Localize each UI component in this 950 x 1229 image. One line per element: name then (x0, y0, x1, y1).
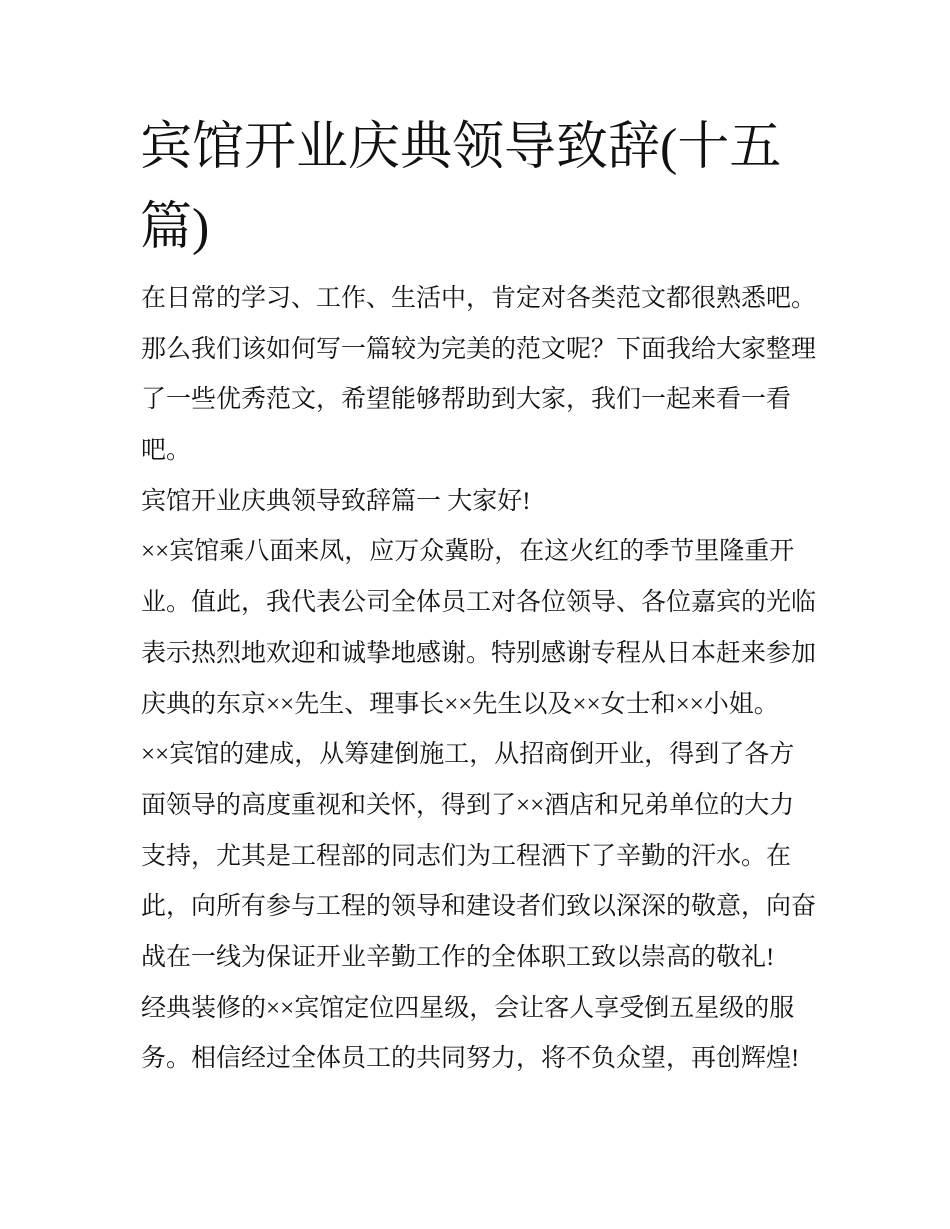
body-line: ××宾馆乘八面来凤，应万众冀盼，在这火红的季节里隆重开 (141, 538, 795, 566)
body-line: 支持，尤其是工程部的同志们为工程洒下了辛勤的汗水。在 (141, 842, 792, 870)
body-line: 此，向所有参与工程的领导和建设者们致以深深的敬意，向奋 (141, 893, 817, 921)
body-line: 务。相信经过全体员工的共同努力，将不负众望，再创辉煌! (141, 1045, 800, 1073)
document-title (140, 108, 820, 268)
title-line: 宾馆开业庆典领导致辞(十五 (140, 119, 782, 176)
body-line: 业。值此，我代表公司全体员工对各位领导、各位嘉宾的光临 (141, 589, 817, 617)
document-body (141, 274, 821, 1085)
body-line: 了一些优秀范文，希望能够帮助到大家，我们一起来看一看 (141, 386, 792, 414)
body-line: 吧。 (141, 437, 192, 465)
body-line: 那么我们该如何写一篇较为完美的范文呢？下面我给大家整理 (141, 335, 817, 363)
body-line: ××宾馆的建成，从筹建倒施工，从招商倒开业，得到了各方 (141, 741, 795, 769)
body-line: 面领导的高度重视和关怀，得到了××酒店和兄弟单位的大力 (141, 791, 795, 819)
section-heading-line: 宾馆开业庆典领导致辞篇一 大家好! (141, 487, 531, 515)
body-line: 表示热烈地欢迎和诚挚地感谢。特别感谢专程从日本赶来参加 (141, 639, 817, 667)
body-line: 庆典的东京××先生、理事长××先生以及××女士和××小姐。 (141, 690, 779, 718)
title-line: 篇) (140, 199, 210, 256)
body-line: 经典装修的××宾馆定位四星级，会让客人享受倒五星级的服 (141, 994, 795, 1022)
body-line: 在日常的学习、工作、生活中，肯定对各类范文都很熟悉吧。 (141, 285, 817, 312)
body-line: 战在一线为保证开业辛勤工作的全体职工致以崇高的敬礼! (141, 943, 775, 971)
